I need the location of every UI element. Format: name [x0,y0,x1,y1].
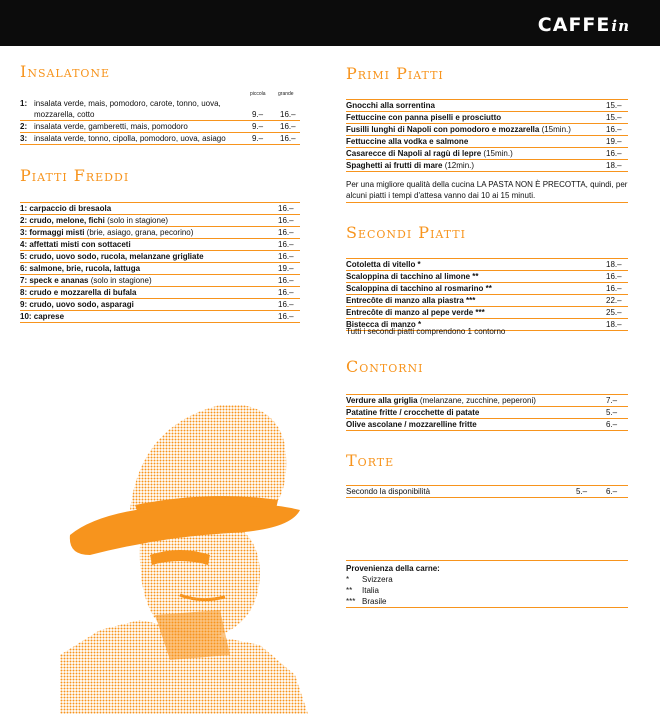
dish-cell [346,419,606,431]
price-small: 9.– [248,109,276,121]
item-description: mozzarella, cotto [34,109,248,121]
secondi-table [346,258,628,331]
dish-cell [20,287,278,299]
item-number: 1: [20,99,28,108]
dish-price: 16.– [278,203,300,215]
dish-price: 5.– [606,407,628,419]
item-description: insalata verde, gamberetti, mais, pomodoro [34,121,248,133]
dish-name: 5: crudo, uovo sodo, rucola, melanzane grigliate [20,252,204,261]
piatti-freddi-row [20,311,300,323]
dish-name: 4: affettati misti con sottaceti [20,240,131,249]
provenienza-row [346,574,628,585]
dish-name: Fettuccine con panna piselli e prosciutto [346,113,502,122]
dish-price: 16.– [278,311,300,323]
dish-cell [20,203,278,215]
dish-price: 6.– [606,419,628,431]
dish-cell [20,239,278,251]
contorni-row [346,407,628,419]
dish-price: 16.– [606,271,628,283]
piatti-freddi-table [20,202,300,323]
origin-mark: *** [346,596,362,608]
dish-price: 15.– [606,100,628,112]
dish-name: 3: formaggi misti [20,228,85,237]
primi-row [346,148,628,160]
secondi-note: Tutti i secondi piatti comprendono 1 contorno [346,327,506,336]
price-small: 9.– [248,133,276,145]
piatti-freddi-row [20,239,300,251]
dish-name: Casarecce di Napoli al ragù di lepre [346,149,482,158]
dish-detail: (melanzane, zucchine, peperoni) [417,396,536,405]
piatti-freddi-row [20,299,300,311]
dish-price: 22.– [606,295,628,307]
origin-country: Svizzera [362,575,393,584]
brand-logo: CAFFEin [537,14,630,36]
item-description: insalata verde, tonno, cipolla, pomodoro, uova, asiago [34,133,248,145]
dish-detail: (15min.) [481,149,513,158]
dish-price: 16.– [278,239,300,251]
piatti-freddi-heading: Piatti Freddi [20,166,130,185]
origin-mark: * [346,575,350,584]
primi-note-rule [346,202,628,203]
dish-cell [346,271,606,283]
secondi-row [346,259,628,271]
dish-name: 8: crudo e mozzarella di bufala [20,288,137,297]
dish-price: 16.– [278,227,300,239]
dish-name: Scaloppina di tacchino al rosmarino ** [346,284,492,293]
dish-cell [346,283,606,295]
piatti-freddi-row [20,215,300,227]
piatti-freddi-row [20,203,300,215]
primi-row [346,136,628,148]
contorni-table [346,394,628,431]
dish-price: 16.– [606,124,628,136]
dish-price: 7.– [606,395,628,407]
provenienza-row [346,585,628,596]
dish-price: 18.– [606,259,628,271]
header-bar [0,0,660,46]
dish-cell [20,227,278,239]
dish-detail: (solo in stagione) [104,216,169,225]
price-small [248,98,276,109]
portrait-illustration [60,405,308,714]
dish-name: 6: salmone, brie, rucola, lattuga [20,264,141,273]
torte-heading: Torte [346,451,395,470]
primi-note: Per una migliore qualità della cucina LA PASTA NON È PRECOTTA, quindi, per alcuni piatti i tempi d'attesa vanno dai 10 ai 15 minuti. [346,180,628,200]
torte-text: Secondo la disponibilità [346,486,576,498]
torte-price-large: 6.– [606,486,628,498]
contorni-heading: Contorni [346,357,424,376]
dish-name: Entrecôte di manzo alla piastra *** [346,296,476,305]
contorni-row [346,395,628,407]
provenienza-row [346,596,628,608]
dish-cell [346,160,606,172]
insalatone-row [20,133,300,145]
dish-name: Patatine fritte / crocchette di patate [346,408,480,417]
contorni-row [346,419,628,431]
dish-price: 16.– [606,283,628,295]
dish-price: 18.– [606,160,628,172]
primi-row [346,124,628,136]
origin-country: Italia [362,586,379,595]
price-large: 16.– [276,133,300,145]
dish-price: 18.– [606,319,628,331]
dish-name: Gnocchi alla sorrentina [346,101,435,110]
torte-price-small: 5.– [576,486,606,498]
piatti-freddi-row [20,263,300,275]
price-large [276,98,300,109]
insalatone-table [20,98,300,145]
dish-name: Cotoletta di vitello * [346,260,421,269]
provenienza-title-row [346,563,628,574]
price-large: 16.– [276,121,300,133]
dish-cell [346,307,606,319]
dish-name: 7: speck e ananas [20,276,89,285]
dish-price: 16.– [606,148,628,160]
dish-price: 19.– [606,136,628,148]
piatti-freddi-row [20,251,300,263]
insalatone-heading: Insalatone [20,62,111,81]
provenienza-top-rule [346,560,628,561]
price-small: 9.– [248,121,276,133]
dish-name: Fettuccine alla vodka e salmone [346,137,469,146]
dish-detail: (12min.) [442,161,475,170]
dish-name: Olive ascolane / mozzarelline fritte [346,420,477,429]
origin-mark: ** [346,586,353,595]
insalatone-row [20,121,300,133]
dish-price: 16.– [278,275,300,287]
dish-cell [346,259,606,271]
dish-cell [20,311,278,323]
primi-heading: Primi Piatti [346,64,444,83]
dish-detail: (brie, asiago, grana, pecorino) [84,228,194,237]
primi-row [346,160,628,172]
dish-price: 16.– [278,215,300,227]
dish-cell [20,263,278,275]
dish-cell [20,251,278,263]
dish-name: Verdure alla griglia [346,396,418,405]
dish-cell [346,100,606,112]
dish-price: 16.– [278,287,300,299]
dish-name: Spaghetti ai frutti di mare [346,161,443,170]
dish-name: 9: crudo, uovo sodo, asparagi [20,300,134,309]
dish-cell [346,148,606,160]
dish-price: 16.– [278,299,300,311]
item-number [20,109,34,121]
dish-name: Bistecca di manzo * [346,320,422,329]
origin-country: Brasile [362,596,628,608]
dish-price: 25.– [606,307,628,319]
dish-cell [20,275,278,287]
dish-name: 1: carpaccio di bresaola [20,204,112,213]
primi-table [346,99,628,172]
dish-name: Entrecôte di manzo al pepe verde *** [346,308,485,317]
item-number: 3: [20,133,34,145]
primi-row [346,112,628,124]
dish-price: 15.– [606,112,628,124]
secondi-row [346,307,628,319]
dish-detail: (15min.) [539,125,571,134]
dish-cell [346,407,606,419]
dish-cell [346,395,606,407]
item-number: 2: [20,121,34,133]
col-small-label: piccola [250,91,266,97]
primi-row [346,100,628,112]
dish-cell [346,112,606,124]
dish-detail: (solo in stagione) [88,276,152,285]
secondi-heading: Secondi Piatti [346,223,466,242]
secondi-row [346,283,628,295]
torte-table [346,486,628,498]
price-large: 16.– [276,109,300,121]
dish-price: 16.– [278,251,300,263]
dish-cell [20,299,278,311]
dish-price: 19.– [278,263,300,275]
item-description: insalata verde, mais, pomodoro, carote, tonno, uova, [34,99,221,108]
dish-cell [346,124,606,136]
insalatone-row [20,109,300,121]
dish-name: Scaloppina di tacchino al limone ** [346,272,479,281]
dish-name: Fusilli lunghi di Napoli con pomodoro e mozzarella [346,125,540,134]
provenienza-title: Provenienza della carne: [346,564,440,573]
piatti-freddi-row [20,227,300,239]
piatti-freddi-row [20,275,300,287]
provenienza-table [346,563,628,608]
secondi-row [346,295,628,307]
dish-name: 2: crudo, melone, fichi [20,216,105,225]
dish-name: 10: caprese [20,312,65,321]
dish-cell [346,136,606,148]
secondi-row [346,271,628,283]
dish-cell [346,295,606,307]
insalatone-row [20,98,300,109]
dish-cell [20,215,278,227]
piatti-freddi-row [20,287,300,299]
col-large-label: grande [278,91,294,97]
